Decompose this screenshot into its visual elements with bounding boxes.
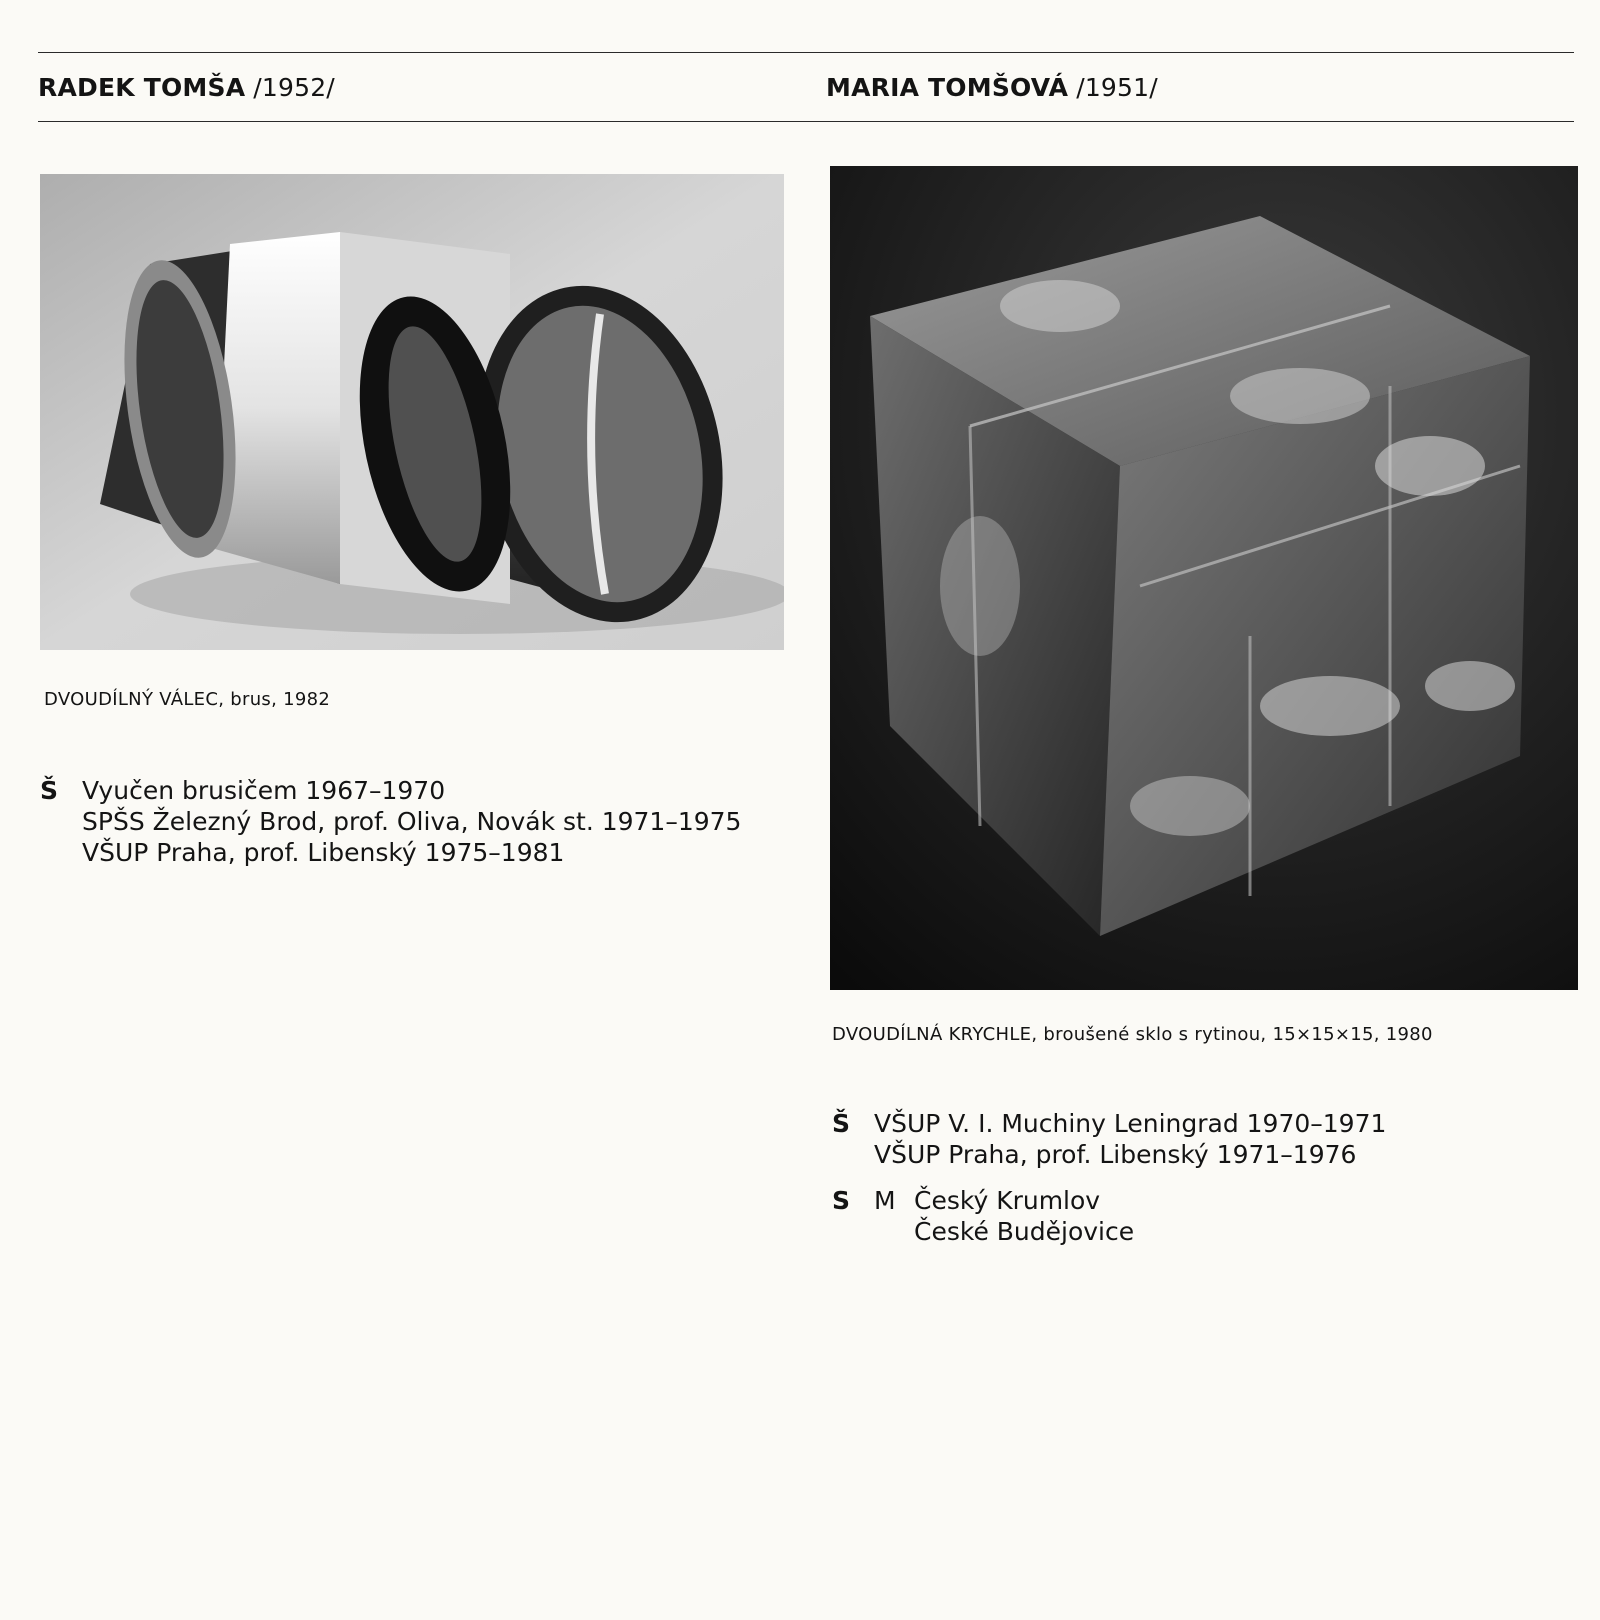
artwork-photo-cube <box>830 166 1578 990</box>
artwork-details: broušené sklo s rytinou, 15×15×15, 1980 <box>1043 1024 1433 1045</box>
artwork-title: DVOUDÍLNÝ VÁLEC, <box>44 689 225 710</box>
education-line: SPŠS Železný Brod, prof. Oliva, Novák st. 1971–1975 <box>82 807 742 836</box>
artwork-photo-cylinder <box>40 174 784 650</box>
artist-years: /1951/ <box>1076 73 1158 102</box>
education-mark: Š <box>40 776 59 805</box>
education-line: VŠUP Praha, prof. Libenský 1975–1981 <box>82 838 565 867</box>
education-block-right <box>832 1108 1386 1170</box>
artwork-title: DVOUDÍLNÁ KRYCHLE, <box>832 1024 1038 1045</box>
artist-years: /1952/ <box>253 73 335 102</box>
exhibition-place: České Budějovice <box>914 1217 1135 1246</box>
exhibitions-block-right <box>832 1185 1134 1247</box>
education-line: VŠUP Praha, prof. Libenský 1971–1976 <box>874 1140 1357 1169</box>
artwork-caption-left <box>44 689 330 710</box>
education-line: VŠUP V. I. Muchiny Leningrad 1970–1971 <box>874 1109 1387 1138</box>
artwork-caption-right <box>832 1024 1433 1045</box>
education-block-left <box>40 775 741 868</box>
exhibition-type: M <box>874 1186 896 1215</box>
artist-heading-left <box>38 73 335 102</box>
header-rule-top <box>38 52 1574 53</box>
education-line: Vyučen brusičem 1967–1970 <box>82 776 446 805</box>
artist-heading-right <box>826 73 1158 102</box>
exhibition-place: Český Krumlov <box>914 1186 1101 1215</box>
education-mark: Š <box>832 1109 851 1138</box>
header-rule-bottom <box>38 121 1574 122</box>
artwork-details: brus, 1982 <box>230 689 331 710</box>
artist-name: RADEK TOMŠA <box>38 73 246 102</box>
artist-name: MARIA TOMŠOVÁ <box>826 73 1069 102</box>
exhibitions-mark: S <box>832 1186 851 1215</box>
